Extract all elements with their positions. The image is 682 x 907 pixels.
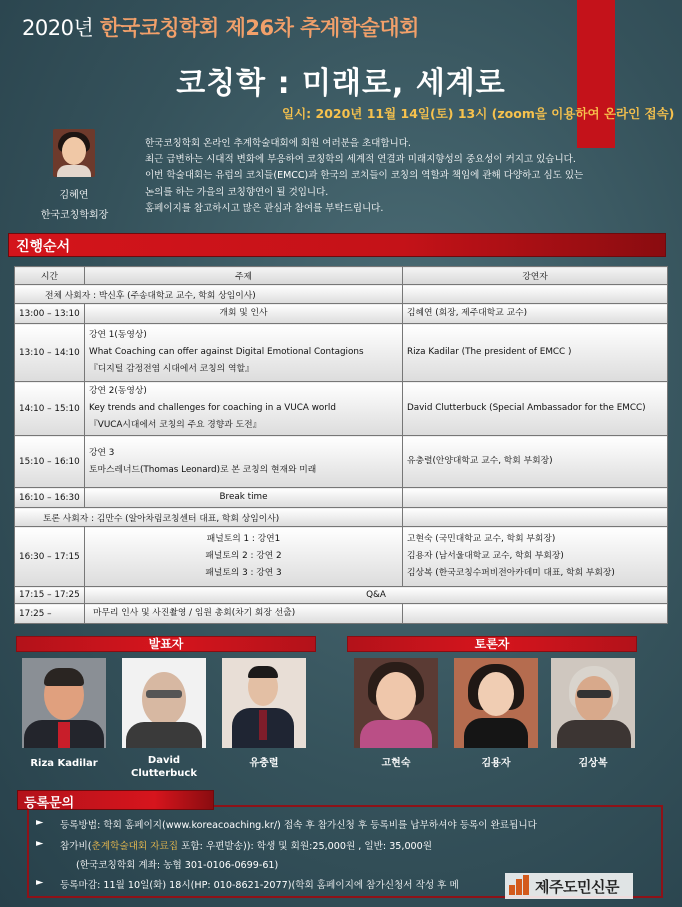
speaker-cell	[403, 324, 668, 382]
table-row	[15, 285, 668, 304]
topic-line: 『VUCA시대에서 코칭의 주요 경향과 도전』	[89, 420, 262, 430]
intro-line: 홈페이지를 참고하시고 많은 관심과 참여를 부탁드립니다.	[145, 202, 384, 214]
intro-line: 한국코칭학회 온라인 추계학술대회에 회원 여러분을 초대합니다.	[145, 138, 411, 149]
speaker-cell	[403, 304, 668, 324]
topic-cell	[85, 304, 403, 324]
empty-cell	[403, 285, 668, 304]
panelist-photo	[454, 658, 538, 748]
presenter-photo	[122, 658, 206, 748]
registration-text: 등록마감: 11월 10일(화) 18시(HP: 010-8621-2077)(학회 홈페이지에 참가신청서 작성 후 메	[60, 880, 459, 891]
col-header-topic: 주제	[85, 267, 403, 285]
time-cell: 17:15 – 17:25	[15, 587, 85, 604]
presenter-photo	[22, 658, 106, 748]
topic-line: Key trends and challenges for coaching in a VUCA world	[89, 403, 336, 413]
panelist-photo	[551, 658, 635, 748]
topic-line: Q&A	[366, 590, 386, 600]
panelist-name: 고현숙	[381, 758, 411, 769]
speaker-line: Riza Kadilar (The president of EMCC )	[407, 347, 572, 357]
table-row	[15, 436, 668, 488]
speaker-cell	[403, 527, 668, 587]
topic-cell	[85, 527, 403, 587]
intro-line: 최근 급변하는 시대적 변화에 부응하여 코칭학의 세계적 연결과 미래지향성의 중요성이 커지고 있습니다.	[145, 154, 576, 166]
topic-line: 강연 1(동영상)	[89, 330, 147, 340]
moderator-cell	[15, 285, 403, 304]
invitation-text	[145, 136, 584, 217]
table-row	[15, 488, 668, 508]
topic-line: 패널토의 2 : 강연 2	[205, 551, 282, 561]
schedule-section-header	[8, 233, 666, 257]
fee-suffix: 포함: 우편발송)): 학생 및 회원:25,000원 , 일반: 35,000원	[178, 841, 433, 852]
time-cell: 16:10 – 16:30	[15, 488, 85, 508]
topic-line: 패널토의 1 : 강연1	[206, 534, 281, 544]
panelist-card	[354, 658, 438, 770]
speaker-line: 김용자 (남서울대학교 교수, 학회 부회장)	[407, 551, 564, 561]
table-row	[15, 324, 668, 382]
topic-line: 토마스레너드(Thomas Leonard)로 본 코칭의 현재와 미래	[89, 464, 317, 475]
speaker-cell	[403, 382, 668, 436]
registration-text	[60, 838, 432, 852]
table-row	[15, 527, 668, 587]
speaker-cell	[403, 604, 668, 624]
presenter-card	[22, 658, 106, 770]
event-header	[22, 12, 419, 42]
presenter-name: David Clutterbuck	[130, 755, 197, 779]
time-cell: 13:00 – 13:10	[15, 304, 85, 324]
newspaper-logo-text: 제주도민신문	[535, 877, 619, 896]
presenter-card	[222, 658, 306, 770]
panelists-header: 토론자	[347, 636, 637, 652]
schedule-section-title: 진행순서	[16, 239, 71, 255]
page-title: 코칭학 : 미래로, 세계로	[176, 66, 506, 101]
moderator-cell	[15, 508, 403, 527]
speaker-cell	[403, 436, 668, 488]
col-header-speaker: 강연자	[403, 267, 668, 285]
registration-header	[17, 790, 214, 810]
registration-text: (한국코칭학회 계좌: 농협 301-0106-0699-61)	[76, 860, 279, 871]
presenter-photo	[222, 658, 306, 748]
table-row	[15, 382, 668, 436]
newspaper-logo	[505, 873, 633, 899]
empty-cell	[403, 508, 668, 527]
topic-line: 『디지털 감정전염 시대에서 코칭의 역할』	[89, 364, 254, 374]
speaker-cell	[403, 488, 668, 508]
topic-cell	[85, 324, 403, 382]
event-name: 한국코칭학회 제26차 추계학술대회	[100, 16, 419, 40]
schedule-table	[14, 266, 668, 624]
table-header-row	[15, 267, 668, 285]
speaker-line: 김상복 (한국코칭수퍼비전아카데미 대표, 학회 부회장)	[407, 568, 615, 578]
table-row	[15, 508, 668, 527]
presenter-name: Riza Kadilar	[30, 758, 98, 769]
speaker-line: 고현숙 (국민대학교 교수, 학회 부회장)	[407, 534, 556, 544]
event-date: 일시: 2020년 11월 14일(토) 13시 (zoom을 이용하여 온라인 접속)	[282, 106, 675, 121]
topic-cell	[85, 587, 668, 604]
moderator-text: 전체 사회자 : 박신후 (주송대학교 교수, 학회 상임이사)	[45, 290, 256, 301]
topic-cell	[85, 488, 403, 508]
newspaper-logo-icon	[508, 875, 532, 897]
registration-title: 등록문의	[24, 796, 75, 811]
intro-line: 논의를 하는 가을의 코칭향연이 될 것입니다.	[145, 186, 329, 198]
table-row	[15, 304, 668, 324]
event-year: 2020년	[22, 16, 94, 40]
host-role: 한국코칭학회장	[40, 210, 109, 221]
time-cell: 17:25 –	[15, 604, 85, 624]
registration-text: 등록방법: 학회 홈페이지(www.koreacoaching.kr/) 접속 후 참가신청 후 등록비를 납부하셔야 등록이 완료됩니다	[60, 820, 537, 831]
panelist-name: 김용자	[481, 758, 511, 769]
topic-cell	[85, 436, 403, 488]
time-cell: 13:10 – 14:10	[15, 324, 85, 382]
speaker-line: 유충렬(안양대학교 교수, 학회 부회장)	[407, 456, 553, 466]
topic-line: Break time	[219, 492, 268, 502]
time-cell: 15:10 – 16:10	[15, 436, 85, 488]
table-row	[15, 604, 668, 624]
intro-line: 이번 학술대회는 유럽의 코치들(EMCC)과 한국의 코치들이 코칭의 역할과 책임에 관해 다양하고 심도 있는	[145, 170, 584, 182]
host-name: 김혜연	[59, 190, 89, 201]
time-cell: 16:30 – 17:15	[15, 527, 85, 587]
topic-line: 강연 2(동영상)	[89, 386, 147, 396]
bullet-arrow-icon: ►	[36, 838, 44, 849]
presenter-name: 유충렬	[249, 758, 279, 769]
topic-line: 강연 3	[89, 447, 115, 458]
moderator-text: 토론 사회자 : 김만수 (알아차림코칭센터 대표, 학회 상임이사)	[43, 513, 280, 524]
topic-line: 개회 및 인사	[219, 308, 268, 318]
bullet-arrow-icon: ►	[36, 817, 44, 828]
speaker-line: 김혜연 (회장, 제주대학교 교수)	[407, 308, 528, 318]
presenter-card	[122, 658, 206, 780]
fee-prefix: 참가비(	[60, 841, 92, 852]
fee-highlight: 춘계학술대회 자료집	[91, 841, 179, 852]
topic-line: What Coaching can offer against Digital Emotional Contagions	[89, 347, 364, 357]
topic-line: 마무리 인사 및 사진촬영 / 임원 총회(차기 회장 선출)	[93, 608, 296, 618]
panelist-photo	[354, 658, 438, 748]
panelist-card	[454, 658, 538, 770]
bullet-arrow-icon: ►	[36, 877, 44, 888]
topic-cell	[85, 604, 403, 624]
topic-line: 패널토의 3 : 강연 3	[205, 568, 282, 578]
time-cell: 14:10 – 15:10	[15, 382, 85, 436]
speaker-line: David Clutterbuck (Special Ambassador for the EMCC)	[407, 403, 646, 413]
topic-cell	[85, 382, 403, 436]
host-photo	[53, 129, 95, 177]
panelist-card	[551, 658, 635, 770]
presenters-header: 발표자	[16, 636, 316, 652]
col-header-time: 시간	[15, 267, 85, 285]
panelist-name: 김상복	[578, 758, 608, 769]
table-row	[15, 587, 668, 604]
